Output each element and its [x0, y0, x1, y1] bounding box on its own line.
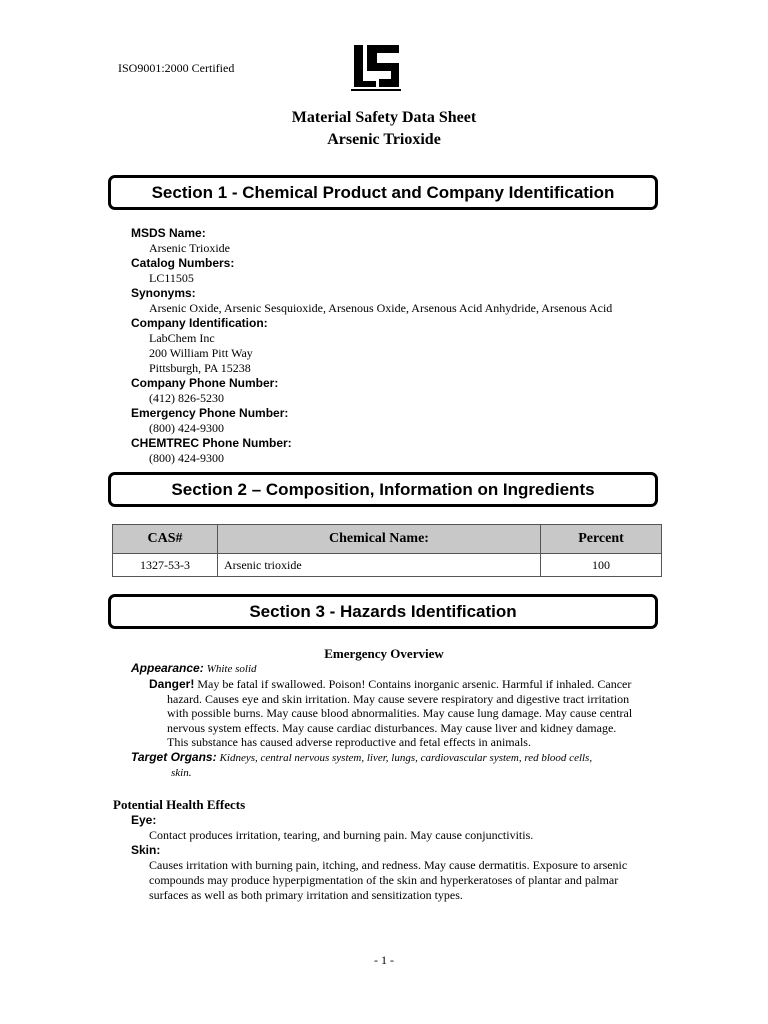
danger-text-line-5: This substance has caused adverse reproductive and fetal effects in animals.: [167, 735, 531, 750]
cell-chemical-name: Arsenic trioxide: [218, 554, 541, 577]
company-line-1: LabChem Inc: [149, 331, 215, 345]
skin-text-line-3: surfaces as well as both primary irritation and sensitization types.: [149, 888, 463, 902]
cell-cas: 1327-53-3: [113, 554, 218, 577]
potential-health-effects-content: [131, 813, 651, 903]
column-header-chemical-name: Chemical Name:: [218, 525, 541, 554]
company-label: Company Identification:: [131, 316, 268, 330]
danger-text-line-3: with possible burns. May cause blood abnormalities. May cause lung damage. May cause central: [167, 706, 633, 721]
page-number: - 1 -: [374, 953, 394, 967]
synonyms-value: Arsenic Oxide, Arsenic Sesquioxide, Arsenous Oxide, Arsenous Acid Anhydride, Arsenous Acid: [149, 301, 613, 315]
emergency-label: Emergency Phone Number:: [131, 406, 289, 420]
section-1-heading: Section 1 - Chemical Product and Company Identification: [108, 175, 658, 210]
hazards-content: [131, 661, 661, 780]
lc-logo: [351, 43, 401, 93]
eye-label: Eye:: [131, 813, 157, 827]
appearance-label: Appearance:: [131, 661, 204, 675]
section-1-content: [131, 226, 691, 466]
section-3-heading: Section 3 - Hazards Identification: [108, 594, 658, 629]
msds-name-label: MSDS Name:: [131, 226, 206, 240]
phone-label: Company Phone Number:: [131, 376, 279, 390]
composition-table: [112, 524, 662, 577]
column-header-percent: Percent: [541, 525, 662, 554]
appearance-value: White solid: [206, 663, 257, 675]
potential-health-effects-title: Potential Health Effects: [113, 797, 246, 812]
document-subtitle: Arsenic Trioxide: [327, 131, 441, 148]
danger-label: Danger!: [149, 676, 195, 691]
catalog-value: LC11505: [149, 271, 194, 285]
skin-text-line-2: compounds may produce hyperpigmentation of the skin and hyperkeratoses of plantar and palmar: [149, 873, 619, 887]
column-header-cas: CAS#: [113, 525, 218, 554]
skin-text-line-1: Causes irritation with burning pain, itching, and redness. May cause dermatitis. Exposure to arsenic: [149, 858, 628, 872]
table-row: [113, 554, 662, 577]
danger-text-line-1: May be fatal if swallowed. Poison! Contains inorganic arsenic. Harmful if inhaled. Cancer: [197, 676, 632, 691]
msds-name-value: Arsenic Trioxide: [149, 241, 230, 255]
catalog-label: Catalog Numbers:: [131, 256, 235, 270]
danger-text-line-2: hazard. Causes eye and skin irritation. May cause severe respiratory and digestive tract irritation: [167, 691, 630, 706]
certification-text: ISO9001:2000 Certified: [118, 61, 235, 75]
emergency-overview-title: Emergency Overview: [324, 646, 444, 661]
target-organs-label: Target Organs:: [131, 749, 217, 764]
eye-text: Contact produces irritation, tearing, and burning pain. May cause conjunctivitis.: [149, 828, 534, 842]
document-title: Material Safety Data Sheet: [291, 109, 477, 126]
chemtrec-value: (800) 424-9300: [149, 451, 224, 465]
section-2-heading: Section 2 – Composition, Information on Ingredients: [108, 472, 658, 507]
chemtrec-label: CHEMTREC Phone Number:: [131, 436, 292, 450]
company-line-3: Pittsburgh, PA 15238: [149, 361, 251, 375]
target-organs-line-1: Kidneys, central nervous system, liver, lungs, cardiovascular system, red blood cells,: [219, 751, 593, 764]
danger-text-line-4: nervous system effects. May cause cardiac disturbances. May cause liver and kidney damage.: [167, 720, 617, 735]
cell-percent: 100: [541, 554, 662, 577]
target-organs-line-2: skin.: [171, 766, 192, 779]
company-line-2: 200 William Pitt Way: [149, 346, 253, 360]
phone-value: (412) 826-5230: [149, 391, 224, 405]
synonyms-label: Synonyms:: [131, 286, 196, 300]
skin-label: Skin:: [131, 843, 161, 857]
emergency-value: (800) 424-9300: [149, 421, 224, 435]
